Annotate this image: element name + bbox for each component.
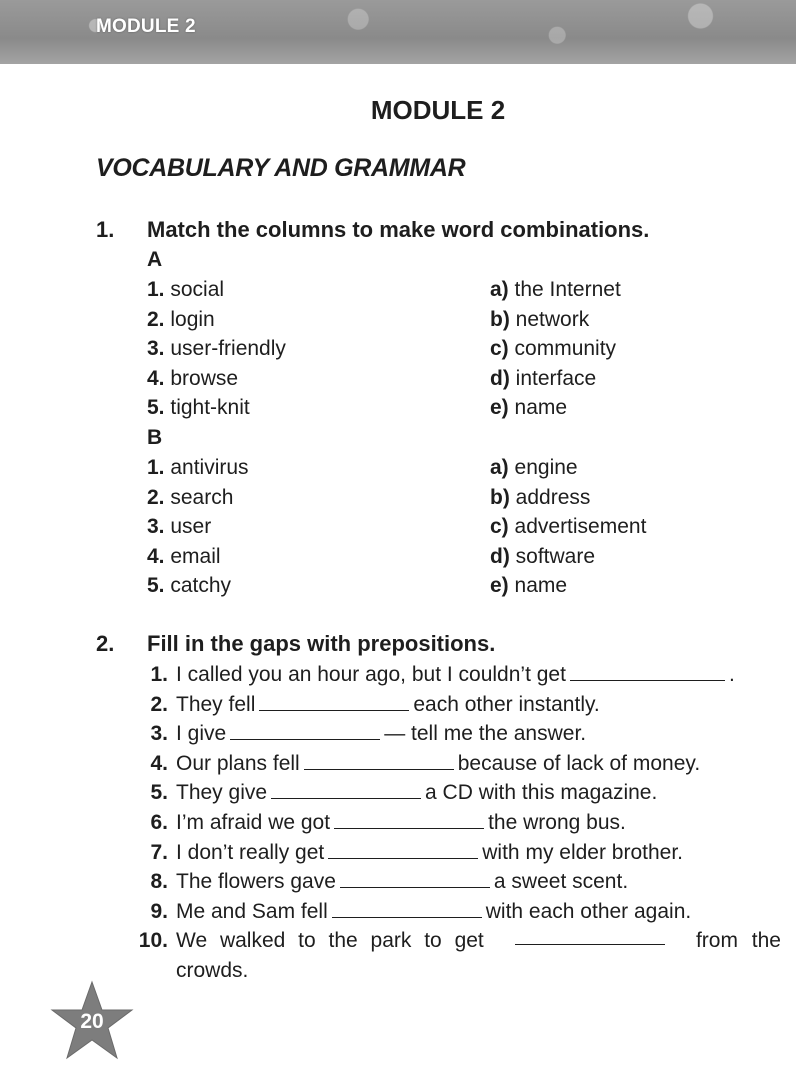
gap-blank[interactable]: [515, 926, 665, 945]
top-banner: [0, 0, 796, 64]
list-item: a) the Internet: [490, 278, 621, 301]
task1-number: 1.: [96, 217, 115, 242]
gap-blank[interactable]: [230, 721, 380, 740]
gap-blank[interactable]: [570, 662, 725, 681]
gap-item: 7. I don’t really get with my elder brother.: [150, 840, 684, 864]
gap-blank[interactable]: [332, 899, 482, 918]
section-title: VOCABULARY AND GRAMMAR: [96, 154, 466, 182]
gap-item: 9. Me and Sam fell with each other again.: [150, 899, 692, 923]
list-item: 2. login: [147, 307, 215, 331]
gap-item: 8. The flowers gave a sweet scent.: [150, 870, 629, 894]
gap-item: 4. Our plans fell because of lack of money.: [150, 751, 701, 775]
gap-blank[interactable]: [340, 869, 490, 888]
task2-instruction: Fill in the gaps with prepositions.: [147, 631, 496, 656]
list-item: d) software: [490, 544, 596, 568]
group-a-label: A: [147, 248, 163, 271]
list-item: 4. browse: [147, 366, 239, 390]
gap-fill-list: [0, 660, 796, 985]
page-number: 20: [80, 1010, 104, 1033]
gap-blank[interactable]: [271, 780, 421, 799]
gap-blank[interactable]: [259, 692, 409, 711]
list-item: e) name: [490, 574, 568, 598]
list-item: 1. antivirus: [147, 456, 249, 479]
task2-number: 2.: [96, 631, 115, 656]
group-b-left-column: [147, 453, 249, 601]
list-item: d) interface: [490, 366, 597, 390]
gap-item: 1. I called you an hour ago, but I couldn’t get .: [150, 663, 735, 686]
list-item: a) engine: [490, 456, 578, 479]
group-a-right-column: [490, 275, 621, 423]
list-item: b) network: [490, 307, 590, 331]
gap-item: 2. They fell each other instantly.: [150, 692, 600, 716]
gap-blank[interactable]: [334, 810, 484, 829]
gap-item: 10. We walked to the park to get from the crowds.: [0, 926, 796, 985]
group-b-label: B: [147, 426, 163, 449]
gap-item: 5. They give a CD with this magazine.: [150, 781, 658, 805]
gap-blank[interactable]: [304, 751, 454, 770]
list-item: 5. tight-knit: [147, 396, 250, 420]
page-number-badge: [50, 980, 134, 1064]
list-item: 2. search: [147, 485, 234, 509]
list-item: e) name: [490, 396, 568, 420]
group-a-left-column: [147, 275, 286, 423]
task1-instruction: Match the columns to make word combinations.: [147, 217, 650, 242]
group-b-right-column: [490, 453, 646, 601]
gap-item: 6. I’m afraid we got the wrong bus.: [150, 810, 626, 834]
list-item: 5. catchy: [147, 574, 232, 598]
module-title: MODULE 2: [370, 95, 506, 125]
list-item: 1. social: [147, 278, 225, 301]
list-item: c) community: [490, 337, 617, 361]
gap-blank[interactable]: [328, 840, 478, 859]
banner-module-label: MODULE 2: [96, 16, 196, 37]
list-item: 4. email: [147, 544, 221, 568]
list-item: c) advertisement: [490, 515, 647, 539]
list-item: 3. user-friendly: [147, 337, 286, 361]
list-item: b) address: [490, 485, 591, 509]
gap-item: 3. I give — tell me the answer.: [150, 722, 587, 746]
list-item: 3. user: [147, 515, 212, 539]
